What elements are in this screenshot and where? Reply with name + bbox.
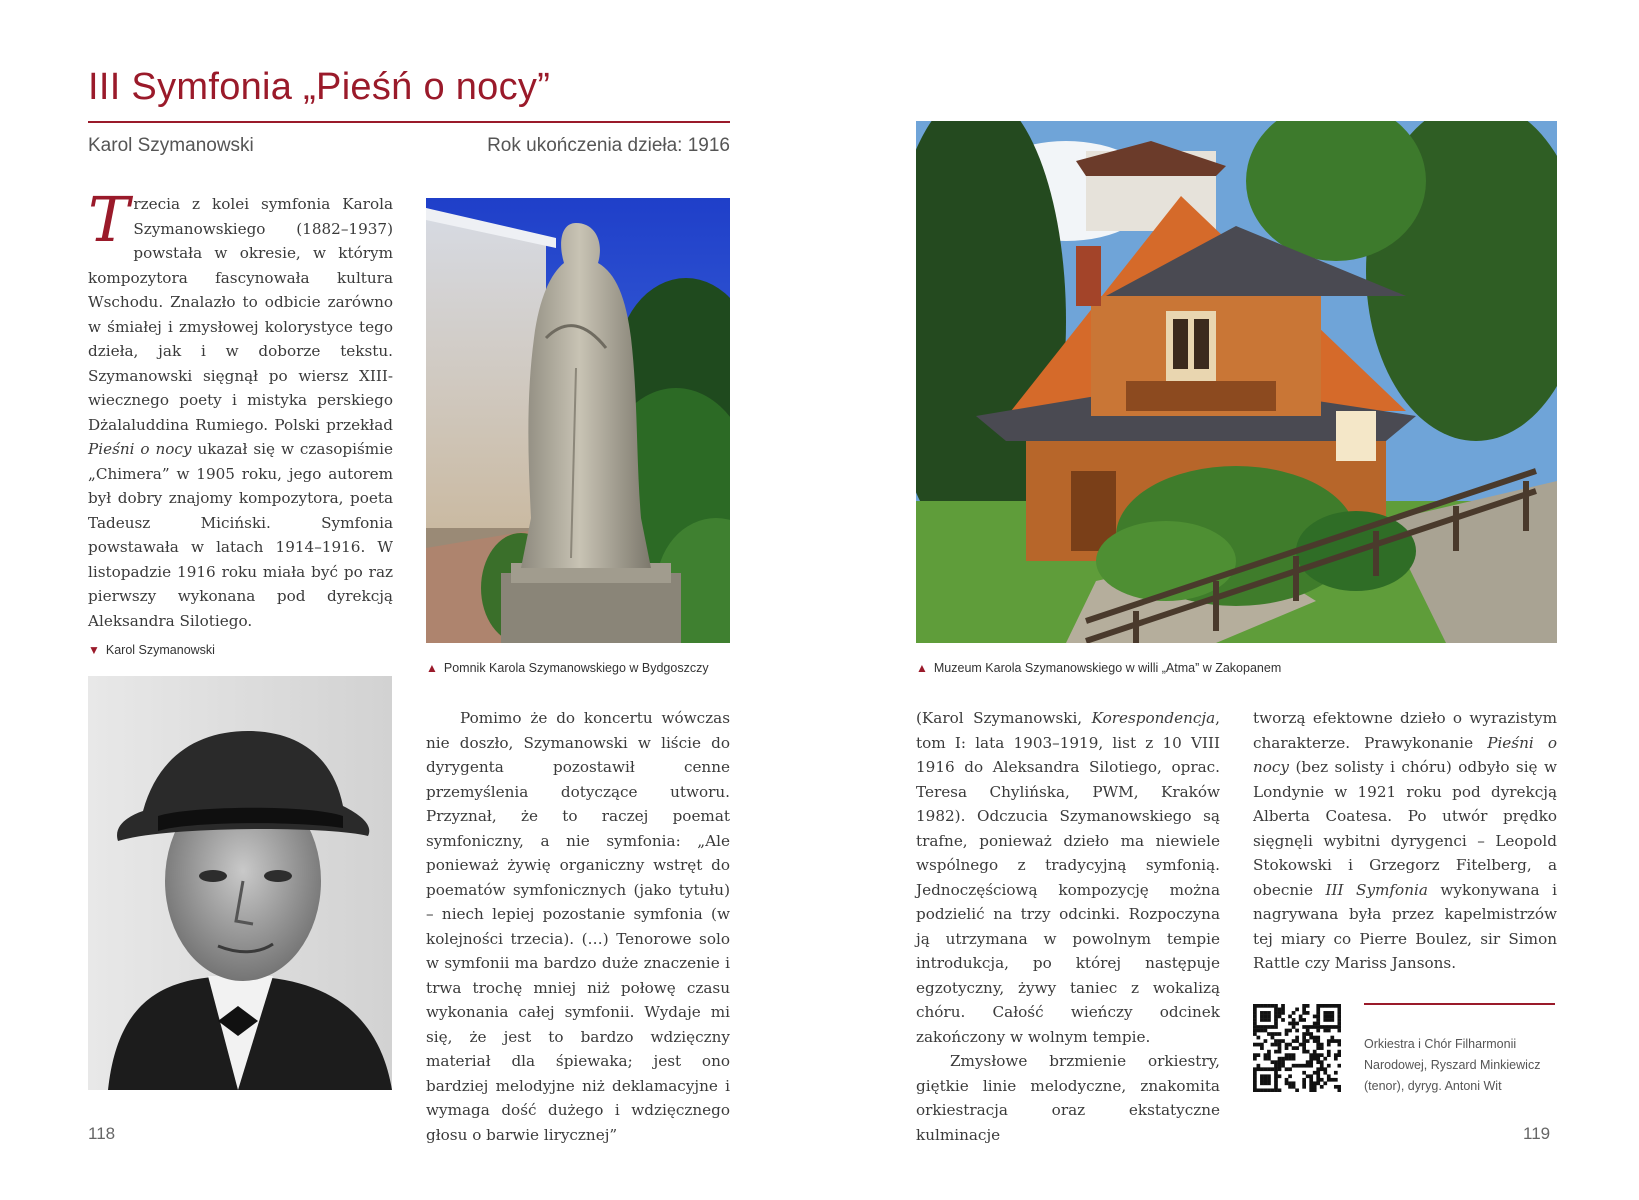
analysis-text-a: (Karol Szymanowski, bbox=[916, 709, 1092, 727]
portrait-image bbox=[88, 676, 392, 1090]
portrait-caption bbox=[88, 643, 215, 657]
monument-photo bbox=[426, 198, 730, 643]
triangle-down-icon: ▼ bbox=[88, 643, 100, 657]
intro-text-b: ukazał się w czasopiśmie „Chimera” w 1905 roku, jego autorem był dobry znajomy kompozytora, poeta Tadeusz Miciński. Symfonia powstawała w latach 1914–1916. W listopadzie 1916 roku miała być po raz pierwszy wykonana pod dyrekcją Aleksandra Silotiego. bbox=[88, 440, 394, 630]
letter-column bbox=[426, 706, 730, 1147]
premiere-column bbox=[1253, 706, 1557, 976]
premiere-text-b: (bez solisty i chóru) odbyło się w Londynie w 1921 roku pod dyrekcją Alberta Coatesa. Po utwór prędko sięgnęli wybitni dyrygenci – Leopold Stokowski i Grzegorz Fitelberg, a obecnie bbox=[1253, 758, 1557, 899]
portrait-caption-text: Karol Szymanowski bbox=[105, 643, 215, 657]
triangle-up-icon: ▲ bbox=[916, 661, 928, 675]
intro-column bbox=[88, 183, 394, 633]
letter-paragraph: Pomimo że do koncertu wówczas nie doszło, Szymanowski w liście do dyrygenta pozostawił cenne przemyślenia dotyczące utworu. Przyznał, że to raczej poemat symfoniczny, a nie symfonia: „Ale ponieważ żywię organiczny wstręt do poematów symfonicznych (jako tytułu) – niech lepiej pozostanie symfonia (w kolejności trzecia). (…) Tenorowe solo w symfonii ma bardzo duże znaczenie i trwa trochę mniej niż połowę czasu wykonania całej symfonii. Wydaje mi się, że jest to bardzo wdzięczny materiał dla śpiewaka; jest ono bardziej melodyjne niż deklamacyjne i wymaga dość dużego i wdzięcznego głosu o barwie lirycznej” bbox=[426, 709, 730, 1144]
museum-caption bbox=[916, 661, 1281, 675]
museum-photo bbox=[916, 121, 1557, 643]
premiere-text-a: tworzą efektowne dzieło o wyrazistym charakterze. Prawykonanie bbox=[1253, 709, 1557, 752]
page-number-right: 119 bbox=[1523, 1124, 1551, 1143]
completion-year: Rok ukończenia dzieła: 1916 bbox=[487, 135, 730, 156]
museum-caption-text: Muzeum Karola Szymanowskiego w willi „Atma” w Zakopanem bbox=[933, 661, 1282, 675]
qr-code[interactable] bbox=[1253, 1004, 1341, 1092]
drop-cap: T bbox=[88, 183, 130, 256]
monument-caption-text: Pomnik Karola Szymanowskiego w Bydgoszczy bbox=[443, 661, 709, 675]
premiere-italic-1: Pieśni o nocy bbox=[1253, 733, 1558, 776]
premiere-paragraph bbox=[1253, 706, 1557, 976]
analysis-text-b: , tom I: lata 1903–1919, list z 10 VIII 1916 do Aleksandra Silotiego, oprac. Teresa Chylińska, PWM, Kraków 1982). Odczucia Szymanowskiego są trafne, ponieważ dzieło ma niewiele wspólnego z tradycyjną symfonią. Jednoczęściową kompozycję można podzielić na trzy odcinki. Rozpoczyna ją utrzymana w powolnym tempie introdukcja, po której następuje egzotyczny, żywy taniec z wokalizą chóru. Całość wieńczy odcinek zakończony w wolnym tempie. bbox=[916, 709, 1220, 1046]
intro-italic: Pieśni o nocy bbox=[88, 440, 192, 458]
museum-image bbox=[916, 121, 1557, 643]
analysis-column bbox=[916, 706, 1220, 1147]
page-number-left: 118 bbox=[88, 1124, 116, 1143]
triangle-up-icon: ▲ bbox=[426, 661, 438, 675]
monument-caption bbox=[426, 661, 709, 675]
intro-text-a: rzecia z kolei symfonia Karola Szymanowskiego (1882–1937) powstała w okresie, w którym kompozytora fascynowała kultura Wschodu. Znalazło to odbicie zarówno w śmiałej i zmysłowej kolorystyce tego dzieła, jak i w doborze tekstu. Szymanowski sięgnął po wiersz XIII-wiecznego poety i mistyka perskiego Dżalaluddina Rumiego. Polski przekład bbox=[88, 195, 393, 434]
page-title: III Symfonia „Pieśń o nocy” bbox=[88, 66, 551, 108]
title-rule bbox=[88, 121, 730, 123]
qr-code-icon bbox=[1253, 1004, 1341, 1092]
portrait-photo bbox=[88, 676, 392, 1090]
intro-paragraph bbox=[88, 183, 394, 633]
premiere-italic-2: III Symfonia bbox=[1325, 880, 1428, 899]
premiere-text-c: wykonywana i nagrywana była przez kapelmistrzów tej miary co Pierre Boulez, sir Simon Rattle czy Mariss Jansons. bbox=[1253, 880, 1557, 972]
recording-caption: Orkiestra i Chór Filharmonii Narodowej, Ryszard Minkiewicz (tenor), dyryg. Antoni Wit bbox=[1364, 1037, 1541, 1093]
analysis-paragraph bbox=[916, 706, 1220, 1049]
orchestra-paragraph: Zmysłowe brzmienie orkiestry, giętkie linie melodyczne, znakomita orkiestracja oraz ekstatyczne kulminacje bbox=[916, 1052, 1220, 1144]
qr-rule bbox=[1364, 1003, 1555, 1005]
monument-image bbox=[426, 198, 730, 643]
composer-name: Karol Szymanowski bbox=[88, 135, 254, 156]
analysis-italic: Korespondencja bbox=[1091, 709, 1216, 727]
